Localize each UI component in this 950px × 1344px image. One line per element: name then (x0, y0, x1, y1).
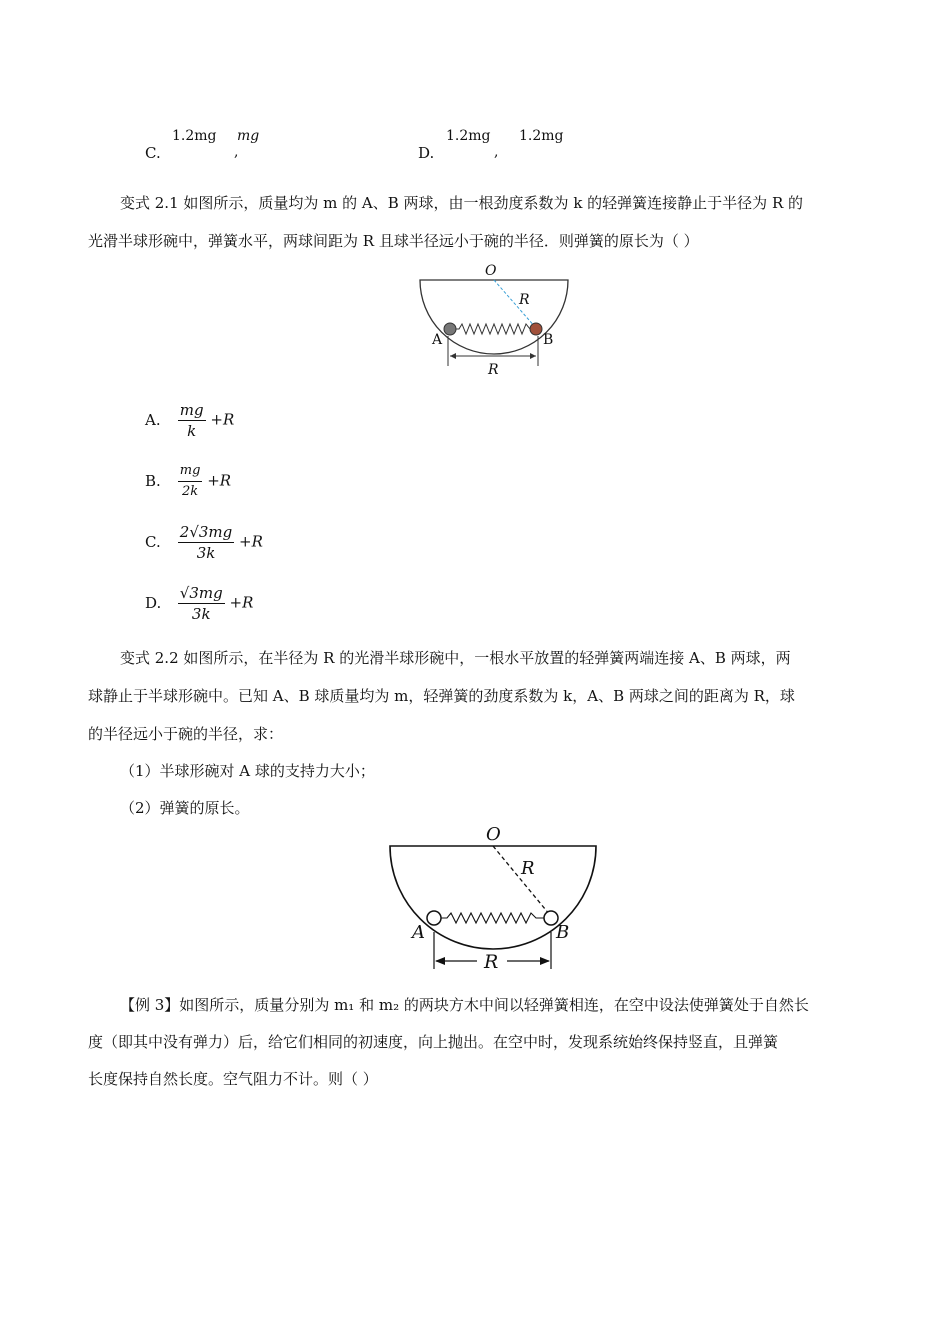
variant21-line1: 变式 2.1 如图所示，质量均为 m 的 A、B 两球，由一根劲度系数为 k 的轻弹簧连接静止于半径为 R 的 (120, 194, 804, 212)
option-c-value2: mg (237, 128, 260, 144)
variant21-option-b: B. $\frac{mg}{2k}$ +R (145, 463, 232, 499)
variant22-question2: （2）弹簧的原长。 (120, 799, 250, 817)
option-d (418, 144, 434, 162)
option-c-sep: , (234, 144, 239, 160)
variant21-option-c: C. $\frac{2√3mg}{3k}$ +R (145, 523, 263, 562)
variant21-line2: 光滑半球形碗中，弹簧水平，两球间距为 R 且球半径远小于碗的半径．则弹簧的原长为（ ） (88, 232, 699, 250)
fig21-label-r-radius: R (519, 292, 530, 308)
option-c-label: C. (145, 144, 161, 162)
option-d-sep: , (494, 144, 499, 160)
variant21-option-d: D. $\frac{√3mg}{3k}$ +R (145, 584, 254, 623)
option-d-label: D. (418, 144, 435, 162)
variant22-line3: 的半径远小于碗的半径，求： (88, 725, 284, 743)
variant22-line2: 球静止于半球形碗中。已知 A、B 球质量均为 m，轻弹簧的劲度系数为 k，A、B 两球之间的距离为 R，球 (88, 687, 795, 705)
variant22-figure (385, 822, 615, 972)
fig22-label-a: A (412, 922, 425, 943)
fig22-label-o: O (486, 824, 501, 845)
fig21-label-a: A (432, 332, 443, 348)
option-d-value1: 1.2mg (446, 128, 491, 144)
variant21-option-a: A. $\frac{mg}{k}$ +R (145, 401, 235, 440)
example3-line3: 长度保持自然长度。空气阻力不计。则（ ） (88, 1070, 378, 1088)
option-c (145, 144, 161, 162)
fig22-label-b: B (556, 922, 570, 943)
variant22-line1: 变式 2.2 如图所示，在半径为 R 的光滑半球形碗中，一根水平放置的轻弹簧两端连接 A、B 两球，两 (120, 649, 791, 667)
fig22-label-r-span: R (484, 951, 499, 972)
fig21-label-b: B (543, 332, 554, 348)
option-c-value1: 1.2mg (172, 128, 217, 144)
variant22-question1: （1）半球形碗对 A 球的支持力大小； (120, 762, 375, 780)
example3-line2: 度（即其中没有弹力）后，给它们相同的初速度，向上抛出。在空中时，发现系统始终保持竖直，且弹簧 (88, 1033, 779, 1051)
fig21-label-r-span: R (488, 362, 499, 378)
fig21-label-o: O (485, 263, 497, 279)
example3-line1: 【例 3】如图所示，质量分别为 m₁ 和 m₂ 的两块方木中间以轻弹簧相连，在空中设法使弹簧处于自然长 (120, 996, 809, 1014)
fig22-label-r-radius: R (521, 858, 535, 879)
variant21-figure (415, 262, 575, 380)
option-d-value2: 1.2mg (519, 128, 564, 144)
